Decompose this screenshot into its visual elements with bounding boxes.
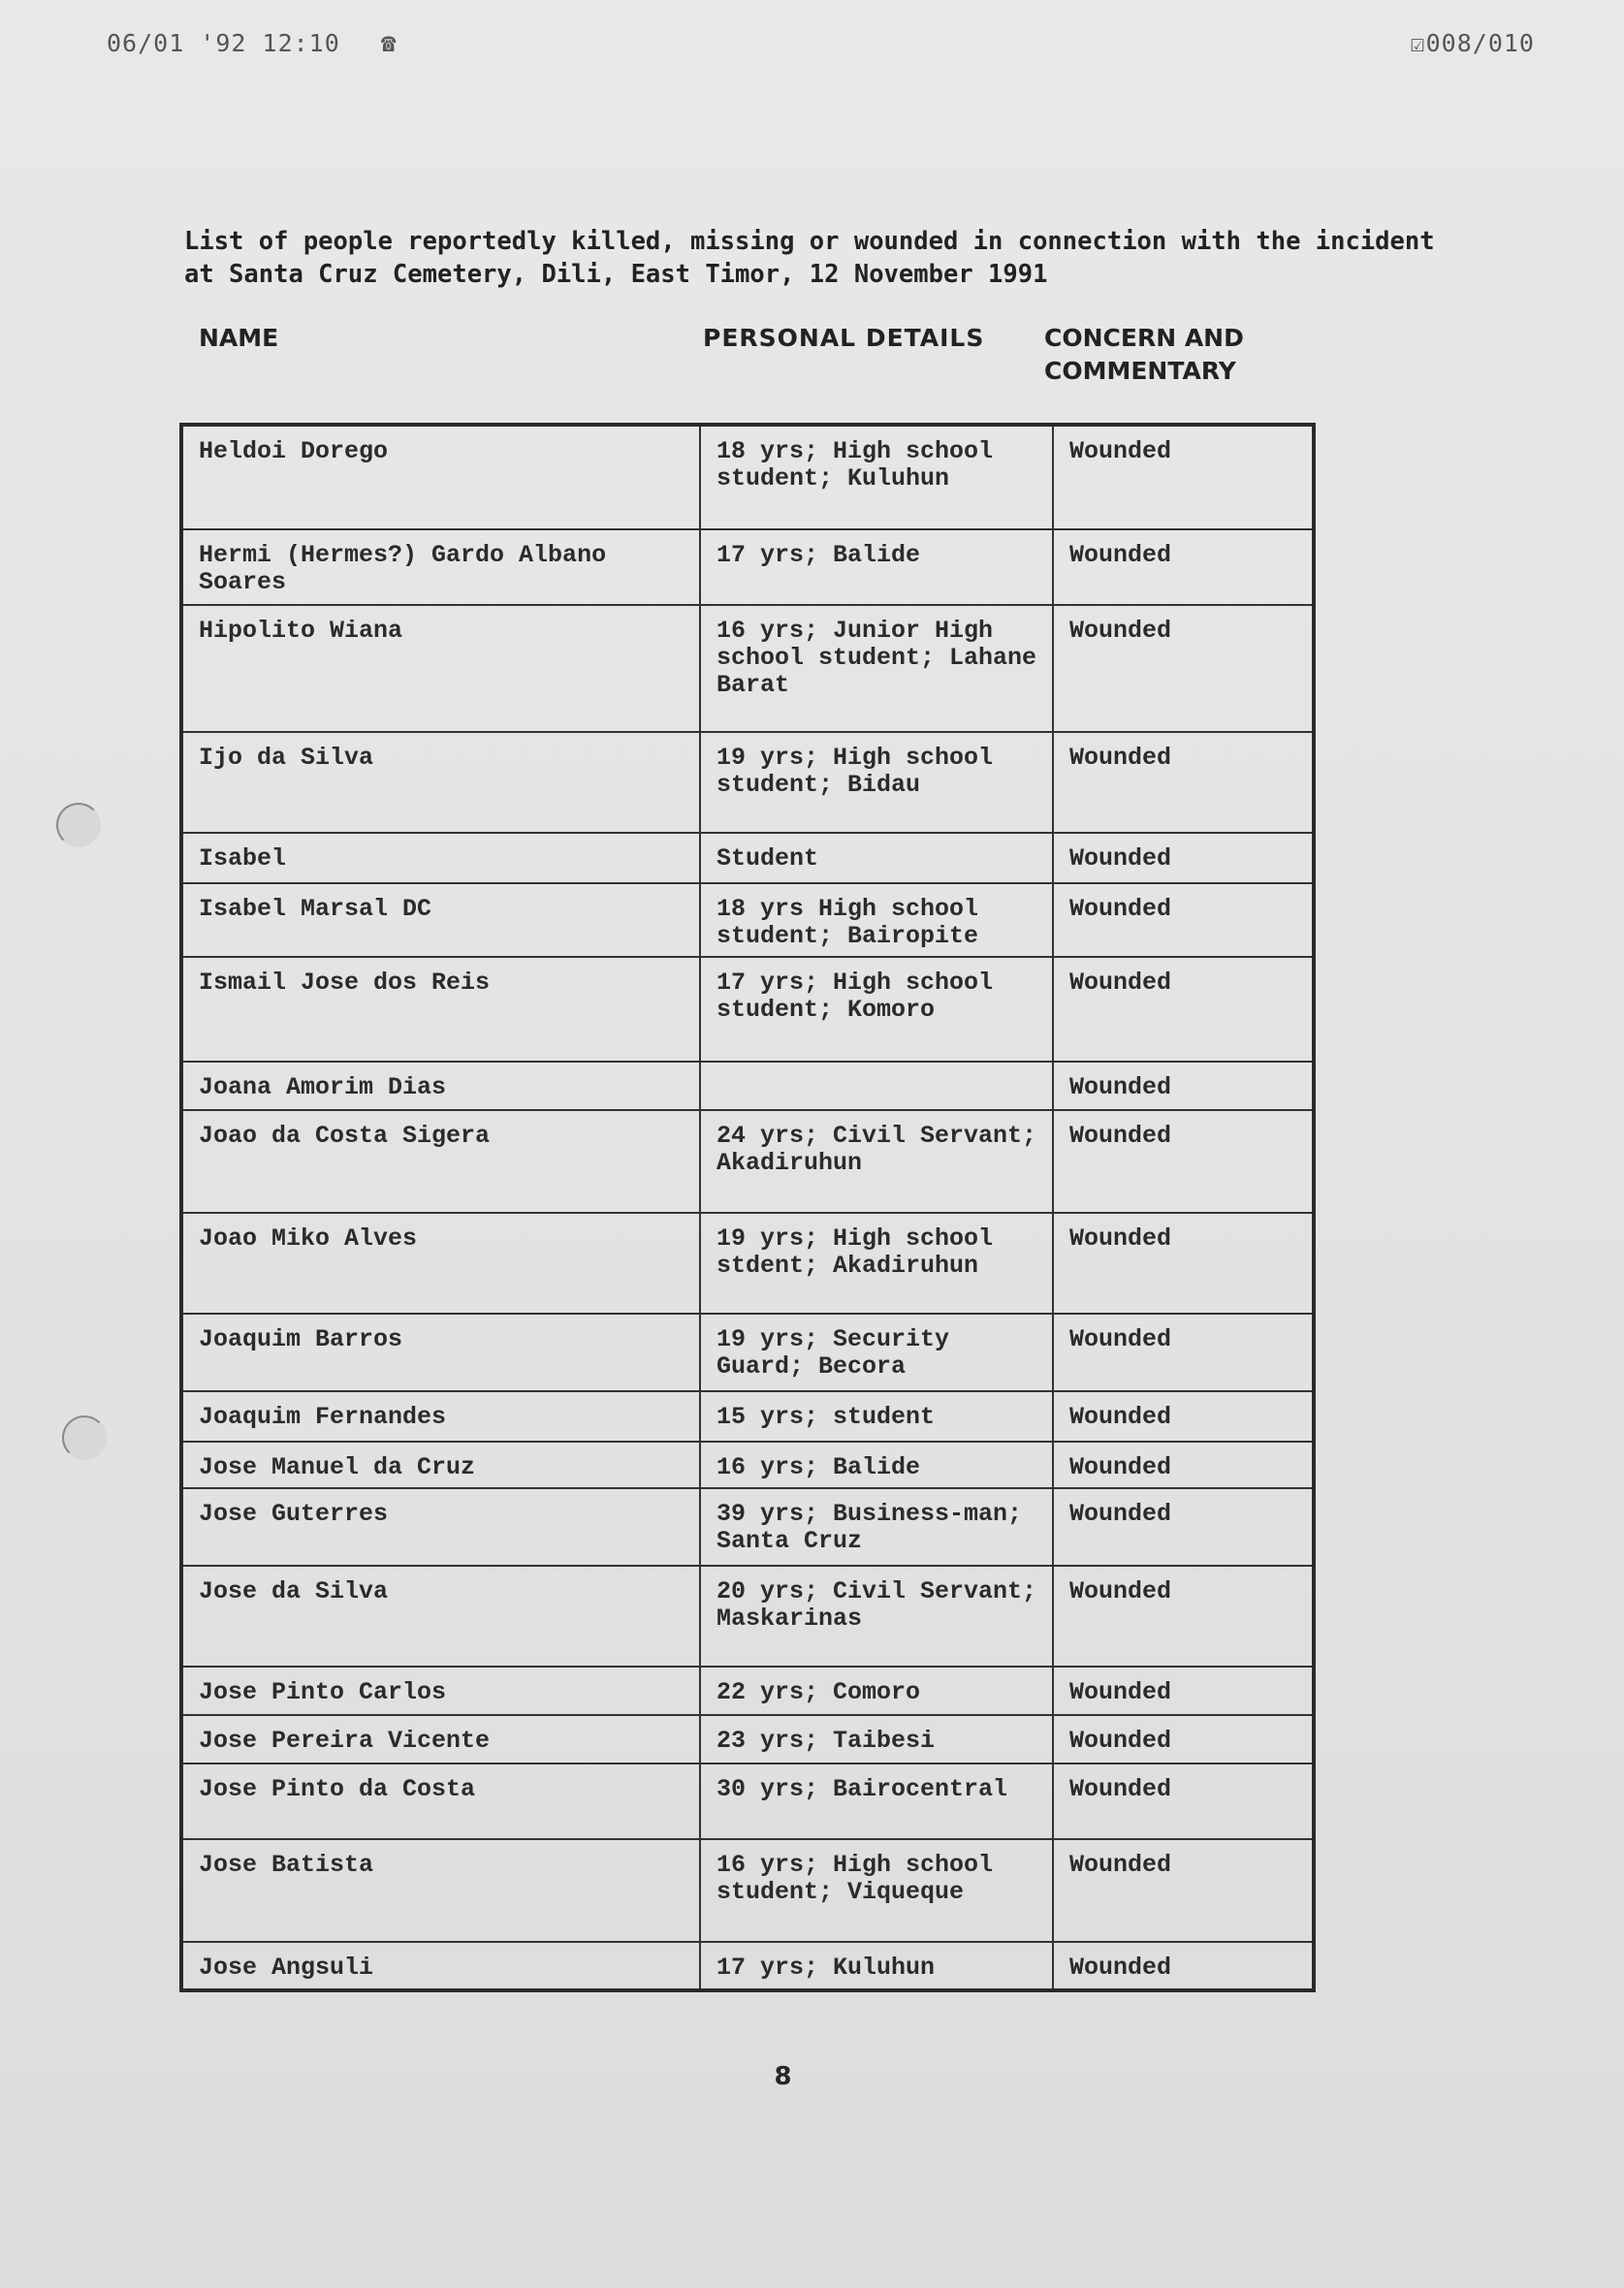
table-row bbox=[181, 1942, 1314, 1990]
table-row bbox=[181, 425, 1314, 529]
cell-concern: Wounded bbox=[1053, 1314, 1314, 1391]
cell-details: 39 yrs; Business-man; Santa Cruz bbox=[700, 1488, 1053, 1566]
cell-concern: Wounded bbox=[1053, 1715, 1314, 1764]
table-row bbox=[181, 605, 1314, 732]
table-row bbox=[181, 1667, 1314, 1715]
cell-concern: Wounded bbox=[1053, 1667, 1314, 1715]
cell-name: Hipolito Wiana bbox=[181, 605, 700, 732]
cell-details: 18 yrs; High school student; Kuluhun bbox=[700, 425, 1053, 529]
cell-concern: Wounded bbox=[1053, 1062, 1314, 1110]
cell-details: 16 yrs; Balide bbox=[700, 1442, 1053, 1488]
cell-name: Jose Pinto da Costa bbox=[181, 1764, 700, 1839]
table-row bbox=[181, 1110, 1314, 1213]
cell-details: 19 yrs; Security Guard; Becora bbox=[700, 1314, 1053, 1391]
cell-concern: Wounded bbox=[1053, 833, 1314, 883]
cell-details: 17 yrs; High school student; Komoro bbox=[700, 957, 1053, 1062]
table-row bbox=[181, 1391, 1314, 1442]
table-row bbox=[181, 1442, 1314, 1488]
cell-concern: Wounded bbox=[1053, 883, 1314, 957]
table-row bbox=[181, 1566, 1314, 1667]
cell-details: 19 yrs; High school student; Bidau bbox=[700, 732, 1053, 833]
table-row bbox=[181, 1062, 1314, 1110]
cell-details: 18 yrs High school student; Bairopite bbox=[700, 883, 1053, 957]
cell-name: Isabel bbox=[181, 833, 700, 883]
cell-details: 16 yrs; High school student; Viqueque bbox=[700, 1839, 1053, 1942]
cell-concern: Wounded bbox=[1053, 529, 1314, 605]
cell-details: 24 yrs; Civil Servant; Akadiruhun bbox=[700, 1110, 1053, 1213]
table-row bbox=[181, 1715, 1314, 1764]
table-row bbox=[181, 957, 1314, 1062]
cell-concern: Wounded bbox=[1053, 732, 1314, 833]
page-number: 8 bbox=[774, 2062, 792, 2091]
cell-concern: Wounded bbox=[1053, 1942, 1314, 1990]
cell-name: Joao Miko Alves bbox=[181, 1213, 700, 1314]
cell-details: 20 yrs; Civil Servant; Maskarinas bbox=[700, 1566, 1053, 1667]
telephone-icon: ☎ bbox=[380, 29, 398, 58]
fax-page-counter: ☑008/010 bbox=[1410, 29, 1535, 57]
cell-details: 23 yrs; Taibesi bbox=[700, 1715, 1053, 1764]
column-header-name: NAME bbox=[199, 324, 279, 352]
cell-concern: Wounded bbox=[1053, 1764, 1314, 1839]
cell-concern: Wounded bbox=[1053, 1566, 1314, 1667]
table-row bbox=[181, 1488, 1314, 1566]
fax-header bbox=[107, 29, 1535, 58]
cell-name: Heldoi Dorego bbox=[181, 425, 700, 529]
fax-header-left bbox=[107, 29, 423, 58]
cell-concern: Wounded bbox=[1053, 1442, 1314, 1488]
cell-name: Jose da Silva bbox=[181, 1566, 700, 1667]
cell-concern: Wounded bbox=[1053, 1391, 1314, 1442]
cell-details: 17 yrs; Balide bbox=[700, 529, 1053, 605]
cell-name: Jose Pinto Carlos bbox=[181, 1667, 700, 1715]
cell-concern: Wounded bbox=[1053, 1839, 1314, 1942]
cell-concern: Wounded bbox=[1053, 957, 1314, 1062]
cell-name: Isabel Marsal DC bbox=[181, 883, 700, 957]
table-row bbox=[181, 732, 1314, 833]
cell-details: 19 yrs; High school stdent; Akadiruhun bbox=[700, 1213, 1053, 1314]
punch-hole bbox=[56, 803, 101, 847]
cell-concern: Wounded bbox=[1053, 1488, 1314, 1566]
cell-name: Jose Batista bbox=[181, 1839, 700, 1942]
cell-name: Joaquim Fernandes bbox=[181, 1391, 700, 1442]
cell-name: Jose Angsuli bbox=[181, 1942, 700, 1990]
cell-details bbox=[700, 1062, 1053, 1110]
fax-date-time: 06/01 '92 12:10 bbox=[107, 29, 340, 57]
cell-details: 16 yrs; Junior High school student; Lahane Barat bbox=[700, 605, 1053, 732]
table-row bbox=[181, 529, 1314, 605]
column-header-concern: CONCERN AND COMMENTARY bbox=[1044, 324, 1244, 385]
cell-name: Ismail Jose dos Reis bbox=[181, 957, 700, 1062]
table-row bbox=[181, 1213, 1314, 1314]
cell-name: Joao da Costa Sigera bbox=[181, 1110, 700, 1213]
table-row bbox=[181, 1839, 1314, 1942]
cell-name: Hermi (Hermes?) Gardo Albano Soares bbox=[181, 529, 700, 605]
cell-name: Joaquim Barros bbox=[181, 1314, 700, 1391]
casualty-table bbox=[179, 423, 1316, 1992]
cell-name: Jose Guterres bbox=[181, 1488, 700, 1566]
cell-concern: Wounded bbox=[1053, 605, 1314, 732]
cell-details: 15 yrs; student bbox=[700, 1391, 1053, 1442]
column-header-details: PERSONAL DETAILS bbox=[703, 324, 985, 352]
cell-details: 22 yrs; Comoro bbox=[700, 1667, 1053, 1715]
cell-concern: Wounded bbox=[1053, 1110, 1314, 1213]
table-row bbox=[181, 1314, 1314, 1391]
document-title: List of people reportedly killed, missing or wounded in connection with the incident at Santa Cruz Cemetery, Dili, East Timor, 12 November 1991 bbox=[184, 227, 1435, 289]
cell-name: Jose Pereira Vicente bbox=[181, 1715, 700, 1764]
table-row bbox=[181, 883, 1314, 957]
punch-hole bbox=[62, 1415, 107, 1460]
cell-name: Ijo da Silva bbox=[181, 732, 700, 833]
cell-details: Student bbox=[700, 833, 1053, 883]
cell-name: Joana Amorim Dias bbox=[181, 1062, 700, 1110]
cell-name: Jose Manuel da Cruz bbox=[181, 1442, 700, 1488]
table-row bbox=[181, 833, 1314, 883]
cell-concern: Wounded bbox=[1053, 425, 1314, 529]
cell-concern: Wounded bbox=[1053, 1213, 1314, 1314]
table-row bbox=[181, 1764, 1314, 1839]
cell-details: 17 yrs; Kuluhun bbox=[700, 1942, 1053, 1990]
cell-details: 30 yrs; Bairocentral bbox=[700, 1764, 1053, 1839]
